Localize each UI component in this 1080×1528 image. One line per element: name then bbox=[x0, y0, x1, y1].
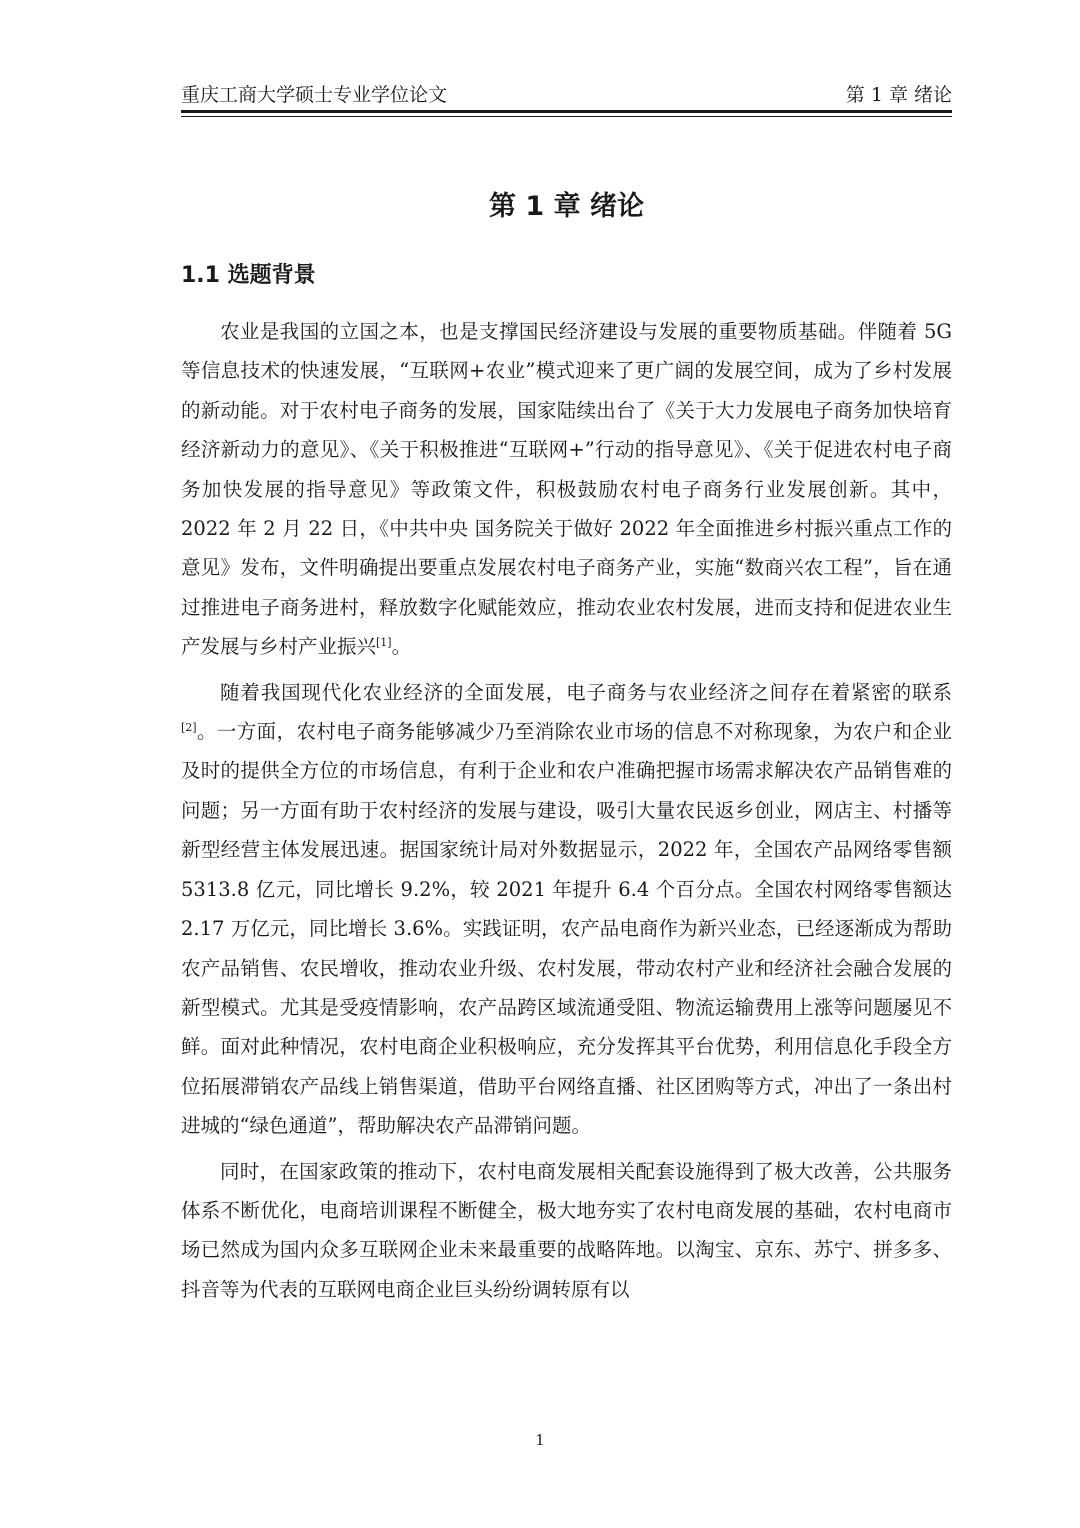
paragraph bbox=[181, 312, 952, 667]
paragraph-tail: 。 bbox=[391, 635, 412, 659]
header-rule-thick bbox=[181, 110, 952, 113]
running-header bbox=[181, 80, 952, 110]
paragraph bbox=[181, 673, 952, 1146]
header-thesis-title: 重庆工商大学硕士专业学位论文 bbox=[181, 84, 448, 106]
citation-ref[interactable]: [2] bbox=[181, 721, 197, 735]
chapter-title: 第 1 章 绪论 bbox=[489, 191, 644, 222]
section-heading bbox=[181, 254, 952, 298]
paragraph-text: 同时，在国家政策的推动下，农村电商发展相关配套设施得到了极大改善，公共服务体系不断优化，电商培训课程不断健全，极大地夯实了农村电商发展的基础，农村电商市场已然成为国内众多互联网企业未来最重要的战略阵地。以淘宝、京东、苏宁、拼多多、抖音等为代表的互联网电商企业巨头纷纷调转原有以 bbox=[181, 1159, 952, 1301]
paragraph bbox=[181, 1152, 952, 1310]
section-number: 1.1 bbox=[181, 263, 220, 288]
paragraph-tail: 。一方面，农村电子商务能够减少乃至消除农业市场的信息不对称现象，为农户和企业及时的提供全方位的市场信息，有利于企业和农户准确把握市场需求解决农产品销售难的问题；另一方面有助于农村经济的发展与建设，吸引大量农民返乡创业，网店主、村播等新型经营主体发展迅速。据国家统计局对外数据显示，2022 年，全国农产品网络零售额 5313.8 亿元，同比增长 9.2%，较 2021 年提升 6.4 个百分点。全国农村网络零售额达 2.17 万亿元，同比增长 3.6%。实践证明，农产品电商作为新兴业态，已经逐渐成为帮助农产品销售、农民增收，推动农业升级、农村发展，带动农村产业和经济社会融合发展的新型模式。尤其是受疫情影响，农产品跨区域流通受阻、物流运输费用上涨等问题屡见不鲜。面对此种情况，农村电商企业积极响应，充分发挥其平台优势，利用信息化手段全方位拓展滞销农产品线上销售渠道，借助平台网络直播、社区团购等方式，冲出了一条出村进城的“绿色通道”，帮助解决农产品滞销问题。 bbox=[181, 720, 952, 1138]
header-rule-thin bbox=[181, 116, 952, 117]
paragraph-text: 随着我国现代化农业经济的全面发展，电子商务与农业经济之间存在着紧密的联系 bbox=[220, 680, 952, 704]
paragraph-text: 农业是我国的立国之本，也是支撑国民经济建设与发展的重要物质基础。伴随着 5G 等信息技术的快速发展，“互联网+农业”模式迎来了更广阔的发展空间，成为了乡村发展的新动能。对于农村电子商务的发展，国家陆续出台了《关于大力发展电子商务加快培育经济新动力的意见》、《关于积极推进“互联网+”行动的指导意见》、《关于促进农村电子商务加快发展的指导意见》等政策文件，积极鼓励农村电子商务行业发展创新。其中，2022 年 2 月 22 日，《中共中央 国务院关于做好 2022 年全面推进乡村振兴重点工作的意见》发布，文件明确提出要重点发展农村电子商务产业，实施“数商兴农工程”，旨在通过推进电子商务进村，释放数字化赋能效应，推动农业农村发展，进而支持和促进农业生产发展与乡村产业振兴 bbox=[181, 320, 952, 659]
body-text bbox=[181, 312, 952, 1315]
citation-ref[interactable]: [1] bbox=[376, 636, 392, 650]
page-number: 1 bbox=[535, 1431, 545, 1449]
header-chapter-label: 第 1 章 绪论 bbox=[845, 84, 952, 106]
section-title: 选题背景 bbox=[227, 263, 316, 288]
